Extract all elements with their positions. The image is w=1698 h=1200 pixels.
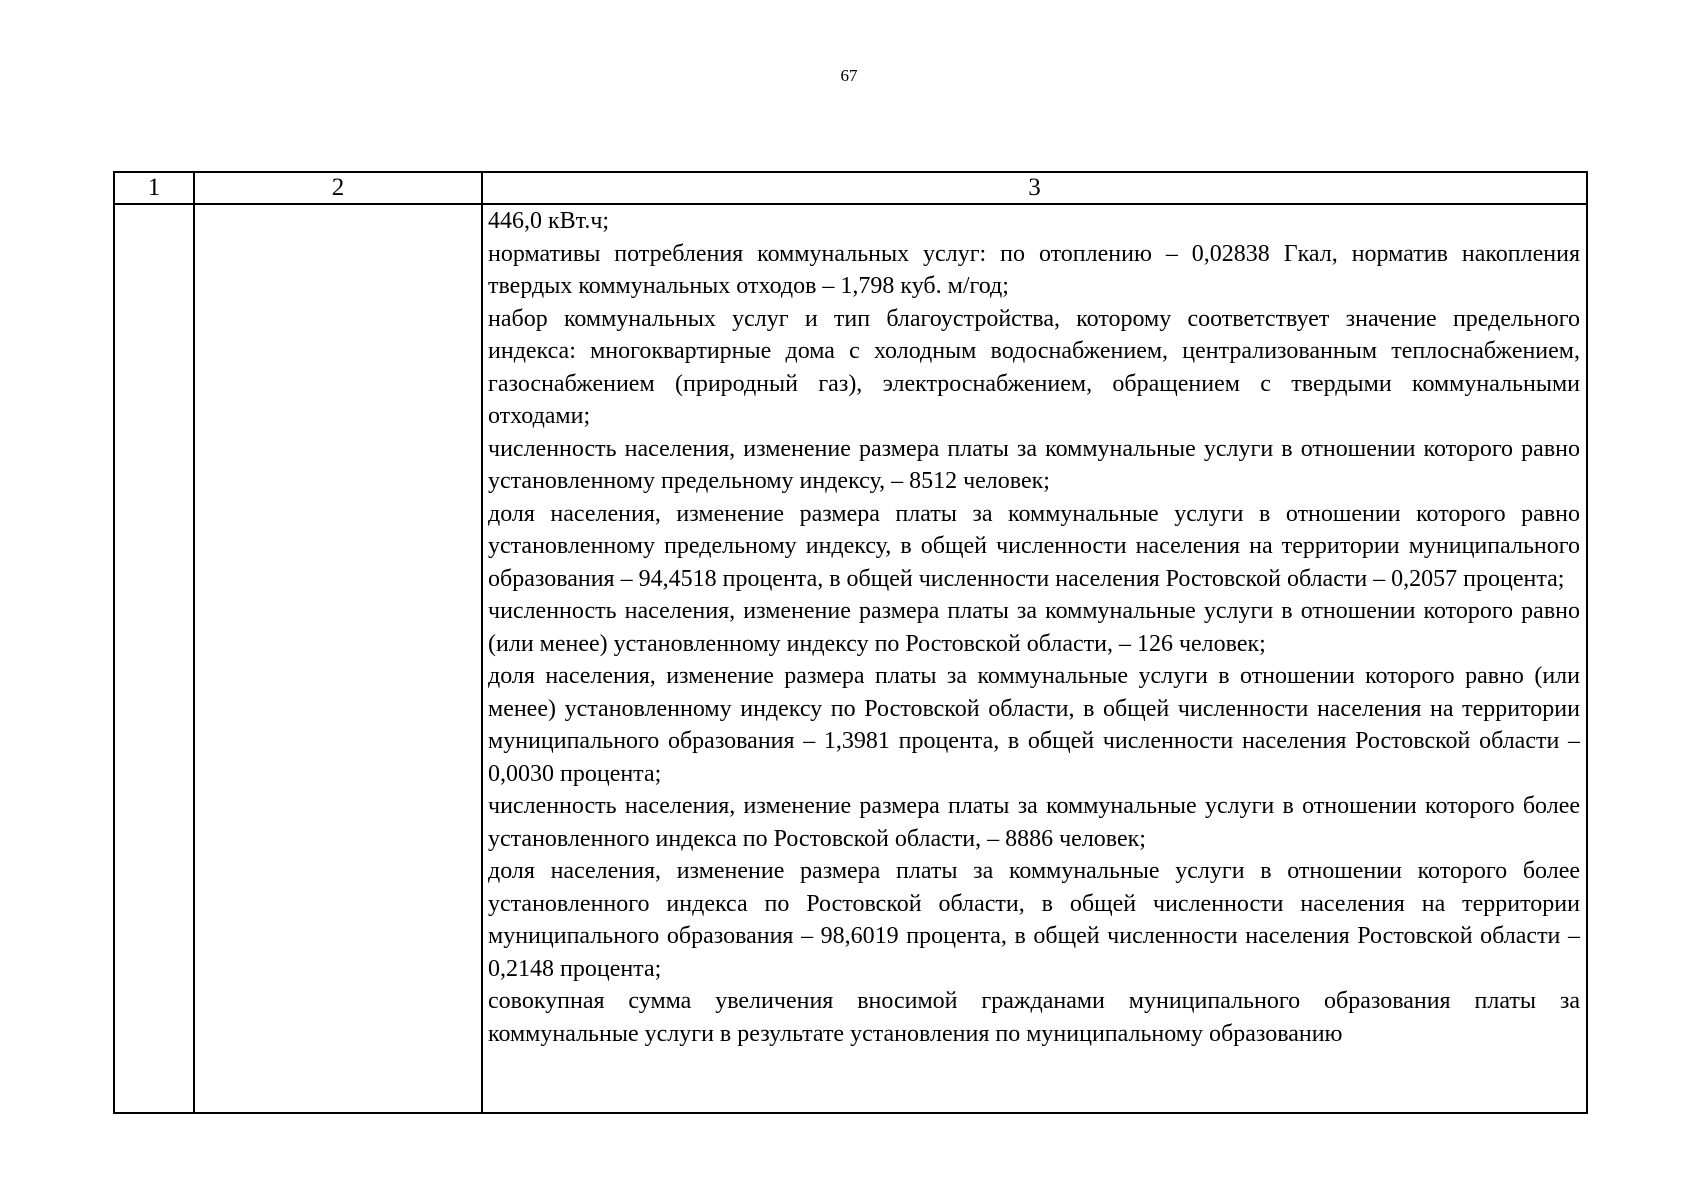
paragraph-population-above-index: численность населения, изменение размера платы за коммунальные услуги в отношении которого более установленного индекса по Ростовской области, – 8886 человек; [488, 793, 1580, 852]
row-cell-col-2 [194, 204, 482, 1113]
document-table [113, 171, 1588, 1114]
column-header-2: 2 [194, 172, 482, 204]
row-cell-col-3 [482, 204, 1587, 1113]
paragraph-share-equal-or-less: доля населения, изменение размера платы за коммунальные услуги в отношении которого равно (или менее) установленному индексу по Ростовской области, в общей численности населения на территории муниципального образования – 1,3981 процента, в общей численности населения Ростовской области – 0,0030 процента; [488, 663, 1580, 787]
table-header-row [114, 172, 1587, 204]
paragraph-share-above-index: доля населения, изменение размера платы за коммунальные услуги в отношении которого более установленного индекса по Ростовской области, в общей численности населения на территории муниципального образования – 98,6019 процента, в общей численности населения Ростовской области – 0,2148 процента; [488, 858, 1580, 982]
paragraph-share-equal-index: доля населения, изменение размера платы за коммунальные услуги в отношении которого равно установленному предельному индексу, в общей численности населения на территории муниципального образования – 94,4518 процента, в общей численности населения Ростовской области – 0,2057 процента; [488, 500, 1580, 592]
table-row [114, 204, 1587, 1113]
paragraph-electricity: 446,0 кВт.ч; [488, 208, 610, 234]
row-cell-col-1 [114, 204, 194, 1113]
paragraph-consumption-norms: нормативы потребления коммунальных услуг: по отоплению – 0,02838 Гкал, норматив накопления твердых коммунальных отходов – 1,798 куб. м/год; [488, 240, 1580, 299]
column-header-1: 1 [114, 172, 194, 204]
page-number: 67 [840, 66, 858, 85]
column-header-3: 3 [482, 172, 1587, 204]
paragraph-total-increase: совокупная сумма увеличения вносимой гражданами муниципального образования платы за коммунальные услуги в результате установления по муниципальному образованию [488, 988, 1580, 1047]
paragraph-service-set: набор коммунальных услуг и тип благоустройства, которому соответствует значение предельного индекса: многоквартирные дома с холодным водоснабжением, централизованным теплоснабжением, газоснабжением (природный газ), электроснабжением, обращением с твердыми коммунальными отходами; [488, 305, 1580, 429]
paragraph-population-equal-or-less: численность населения, изменение размера платы за коммунальные услуги в отношении которого равно (или менее) установленному индексу по Ростовской области, – 126 человек; [488, 598, 1580, 657]
paragraph-population-equal-index: численность населения, изменение размера платы за коммунальные услуги в отношении которого равно установленному предельному индексу, – 8512 человек; [488, 435, 1580, 494]
